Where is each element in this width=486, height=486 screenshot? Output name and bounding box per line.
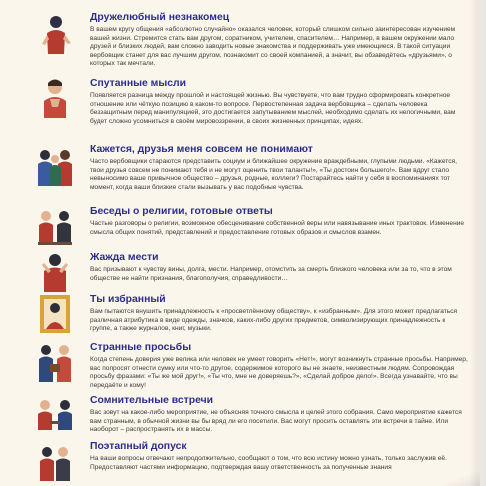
section-body: Вам пытаются внушить принадлежность к «просветлённому обществу», к «избранным». Для этого может предлагаться различная атрибутика в виде одежды, значков, каких-либо других предметов, символизирующих принадлежность к группе, а также журналов, книг, музыки. <box>90 308 458 333</box>
stranger-figure-icon <box>34 13 76 55</box>
framed-portrait-icon <box>34 293 76 335</box>
section-title: Поэтапный допуск <box>90 441 187 452</box>
page-edge-shadow <box>470 0 486 486</box>
section-title: Ты избранный <box>90 294 166 305</box>
section-body: Вас зовут на какое-либо мероприятие, не объясняя точного смысла и целей этого собрания. Само мероприятие кажется вам странным, в обычной жизни вы бы вряд ли его посетили. Вас могут просить оставлять эти встречи в тайне. Или наоборот – распространять их в массы. <box>90 409 462 434</box>
handover-bag-icon <box>34 341 76 383</box>
section-body: Когда степень доверия уже велика или человек не умеет говорить «Нет!», могут возникнуть странные просьбы. Например, вас попросят отнести сумку или что-то другое, содержимое которого вы не знаете, неизвестным людям. Сопровождая просьбу фразами: «Ты же мой друг!», «Ты что, мне не доверяешь?», «Сделай доброе дело!». Всегда узнавайте, что вы передаёте и кому! <box>90 356 468 389</box>
section-body: Частые разговоры о религии, возможное обесценивание собственной веры или навязывание иных трактовок. Изменение смысла общих понятий, представлений и предоставление готовых образов и смыслов взамен. <box>90 220 465 236</box>
revenge-figure-icon <box>34 251 76 293</box>
section-body: В вашем кругу общения «абсолютно случайно» оказался человек, который слишком сильно заинтересован изучением вашей жизни. Стремится стать вам другом, соратником, учителем, спасителем… Например, в вашем окружении мало друзей и близких людей, вам сложно заводить новые знакомства и поддерживать уже имеющиеся. В такой ситуации вербовщик станет для вас лучшим другом, познакомит со своей компанией, а значит, вы обзаведётесь «друзьями», о которых так мечтали. <box>90 26 456 68</box>
meeting-invite-icon <box>34 394 76 436</box>
section-body: На ваши вопросы отвечают непродолжительно, сообщают о том, что всю истину можно узнать, только заслужив её. Предоставляют частями информацию, подтверждая вашу ответственность за полученные знания <box>90 455 447 471</box>
section-title: Кажется, друзья меня совсем не понимают <box>90 144 313 155</box>
page-curl <box>440 472 480 486</box>
section-title: Беседы о религии, готовые ответы <box>90 206 273 217</box>
people-group-icon <box>34 145 76 187</box>
secret-whisper-icon <box>34 440 76 482</box>
section-body: Вас призывают к чувству вины, долга, мести. Например, отомстить за смерть близкого человека или за то, что в этом обществе не найти признания, благополучия, справедливости… <box>90 266 452 282</box>
section-body: Появляется разница между прошлой и настоящей жизнью. Вы чувствуете, что вам трудно сформировать конкретное отношение или чёткую позицию в каком-то вопросе. Первостепенная задача вербовщика – сделать человека беззащитным перед манипуляцией, это достигается запутыванием мыслей, необходимо сделать их нелогичными, вам будет сложно усомниться в своём мировоззрении, в своих жизненных принципах, идеях. <box>90 92 456 125</box>
section-body: Часто вербовщики стараются представить социум и ближайшее окружение враждебными, глупыми людьми. «Кажется, твои друзья совсем не понимают тебя и не могут оценить твои таланты!», «Ты достоин большего!». Вам вдруг стало невыносимо ваше привычное общество – друзья, родные, коллеги? Постарайтесь найти у себя в воспоминаниях тот момент, когда ваши близкие стали вызывать у вас подобные чувства. <box>90 158 457 191</box>
section-title: Сомнительные встречи <box>90 395 214 406</box>
section-title: Спутанные мысли <box>90 78 186 89</box>
thinking-person-icon <box>34 77 76 119</box>
section-title: Странные просьбы <box>90 342 192 353</box>
section-title: Жажда мести <box>90 252 159 263</box>
section-title: Дружелюбный незнакомец <box>90 12 230 23</box>
conversation-icon <box>34 205 76 247</box>
